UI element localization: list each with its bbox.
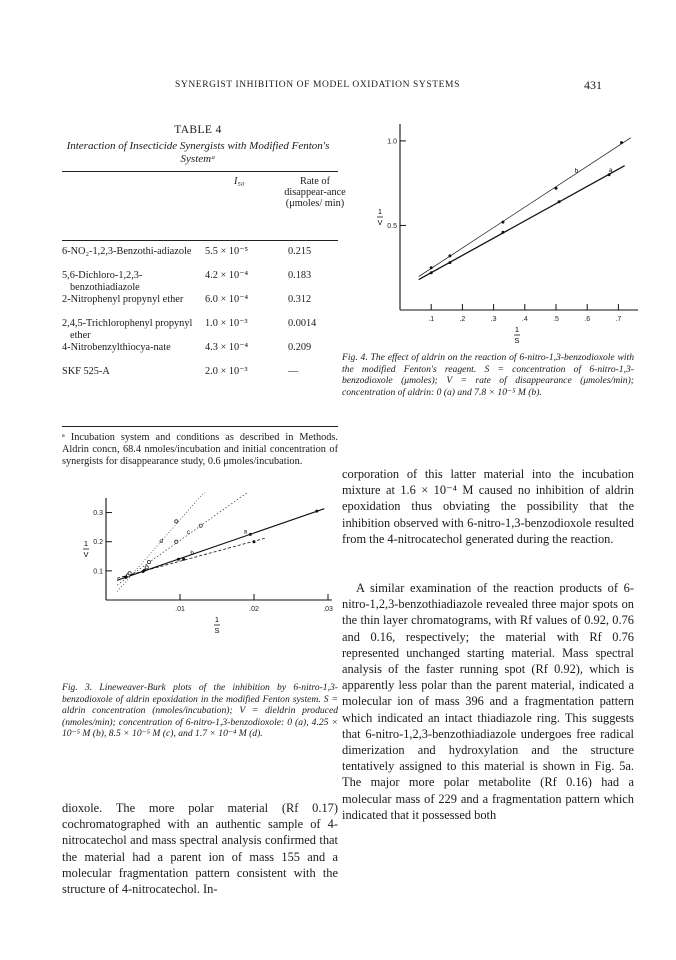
data-point-c bbox=[145, 566, 148, 569]
cell-i50: 2.0 × 10⁻³ bbox=[205, 366, 248, 377]
cell-i50: 4.3 × 10⁻⁴ bbox=[205, 342, 249, 353]
data-point-b bbox=[448, 254, 451, 257]
x-tick-label: .3 bbox=[490, 316, 497, 323]
cell-compound: 4-Nitrobenzylthiocya-nate bbox=[62, 342, 171, 353]
table-bottom-rule bbox=[62, 426, 338, 427]
data-point-a bbox=[448, 261, 451, 264]
data-point-b bbox=[143, 569, 146, 572]
header-rate: Rate of disappear-ance (μmoles/ min) bbox=[284, 176, 346, 209]
x-tick-label: .5 bbox=[553, 316, 559, 323]
data-point-c bbox=[199, 524, 202, 527]
data-point-c bbox=[175, 540, 178, 543]
fig4-plot bbox=[340, 110, 640, 348]
data-point-b bbox=[501, 221, 504, 224]
cell-rate: 0.215 bbox=[288, 246, 312, 257]
data-point-b bbox=[620, 141, 623, 144]
data-point-b bbox=[430, 266, 433, 269]
x-axis-label-den: S bbox=[214, 626, 220, 635]
data-point-b bbox=[555, 187, 558, 190]
series-label-c: c bbox=[186, 528, 190, 536]
table-header-rule bbox=[62, 240, 338, 241]
y-axis-label-den: V bbox=[83, 550, 89, 559]
y-axis-label-num: 1 bbox=[377, 207, 383, 216]
cell-i50: 4.2 × 10⁻⁴ bbox=[205, 270, 249, 281]
running-title: SYNERGIST INHIBITION OF MODEL OXIDATION SYSTEMS bbox=[175, 80, 460, 90]
cell-i50: 5.5 × 10⁻⁵ bbox=[205, 246, 249, 257]
data-point-d bbox=[175, 520, 178, 523]
cell-compound: 2-Nitrophenyl propynyl ether bbox=[62, 294, 184, 305]
data-point-a bbox=[430, 271, 433, 274]
y-tick-label: 0.1 bbox=[93, 568, 103, 576]
data-point-a bbox=[501, 231, 504, 234]
data-point-b bbox=[253, 540, 256, 543]
body-left-para: dioxole. The more polar material (Rf 0.17) cochromatographed with an authentic sample of 4-nitrocatechol and mass spectral analysis confirmed that the material had a parent ion of mass 155 and a molecular fragmentation pattern consistent with the structure of 4-nitrocatechol. In- bbox=[62, 801, 338, 897]
fig4-caption: Fig. 4. The effect of aldrin on the reaction of 6-nitro-1,3-benzodioxole with the modified Fenton's reagent. S = concentration of 6-nitro-1,3-benzodioxole (μmoles); V = rate of disappearance (μmoles/min); concentration of aldrin: 0 (a) and 7.8 × 10⁻⁵ M (b). bbox=[342, 352, 634, 398]
y-axis-label-den: V bbox=[377, 218, 383, 227]
cell-rate: 0.0014 bbox=[288, 318, 317, 329]
data-point-a bbox=[177, 558, 180, 561]
x-axis-label-num: 1 bbox=[214, 615, 220, 624]
table-caption: Interaction of Insecticide Synergists with Modified Fenton's Systemᵃ bbox=[66, 140, 330, 165]
fig3-caption: Fig. 3. Lineweaver-Burk plots of the inhibition by 6-nitro-1,3-benzodioxole of aldrin epoxidation in the modified Fenton system. S = aldrin concentration (nmoles/incubation); V = dieldrin produced (nmoles/min); concentration of 6-nitro-1,3-benzodioxole: 0 (a), 4.25 × 10⁻⁵ M (b), 8.5 × 10⁻⁵ M (c), and 1.7 × 10⁻⁴ M (d). bbox=[62, 682, 338, 740]
cell-i50: 1.0 × 10⁻³ bbox=[205, 318, 248, 329]
header-i50: I₅₀ bbox=[234, 176, 245, 187]
data-point-d bbox=[128, 572, 131, 575]
cell-compound: 6-NO₂-1,2,3-Benzothi-adiazole bbox=[62, 246, 192, 257]
table-header bbox=[62, 176, 346, 238]
y-tick-label: 0.3 bbox=[93, 510, 103, 518]
cell-rate: — bbox=[288, 366, 299, 377]
y-tick-label: 0.2 bbox=[93, 539, 103, 547]
x-tick-label: .7 bbox=[615, 316, 622, 323]
table-footnote: ᵃ Incubation system and conditions as described in Methods. Aldrin concn, 68.4 nmoles/incubation and initial concentration of synergists for disappearance study, 0.6 μmoles/incubation. bbox=[62, 432, 338, 467]
data-point-a bbox=[558, 200, 561, 203]
table-body bbox=[62, 246, 338, 414]
x-tick-label: .4 bbox=[521, 316, 528, 323]
cell-compound: 2,4,5-Trichlorophenyl propynyl ether bbox=[62, 318, 193, 341]
fig3-plot bbox=[58, 492, 340, 670]
series-label-b: b bbox=[574, 167, 579, 175]
series-label-a: a bbox=[243, 528, 248, 536]
series-label-a: a bbox=[608, 167, 613, 175]
body-right-para-2: A similar examination of the reaction products of 6-nitro-1,2,3-benzothiadiazole revealed three major spots on the thin layer chromatograms, with Rf values of 0.92, 0.76 and 0.16, respectively; the material with Rf 0.76 represented unchanged starting material. Mass spectral analysis of the faster running spot (Rf 0.92), which is apparently less polar than the parent material, indicated a molecular ion of mass 396 and a fragmentation pattern which indicated an intact thiadiazole ring. This suggests that 6-nitro-1,2,3-benzothiadiazole undergoes free radical dimerization and hydroxylation and the structure tentatively assigned to this material is shown in Fig. 5a. The major more polar metabolite (Rf 0.16) had a molecular mass of 229 and a fragmentation pattern which indicated that it possessed both bbox=[342, 581, 634, 822]
y-tick-label: 1.0 bbox=[387, 138, 397, 146]
x-tick-label: .03 bbox=[323, 606, 333, 613]
data-point-d bbox=[147, 561, 150, 564]
table-top-rule bbox=[62, 171, 338, 172]
table-title: TABLE 4 bbox=[174, 124, 222, 136]
cell-compound: 5,6-Dichloro-1,2,3-benzothiadiazole bbox=[62, 270, 143, 293]
cell-i50: 6.0 × 10⁻⁴ bbox=[205, 294, 249, 305]
x-tick-label: .02 bbox=[249, 606, 259, 613]
cell-rate: 0.312 bbox=[288, 294, 312, 305]
series-label-d: d bbox=[159, 537, 163, 545]
data-point-a bbox=[315, 510, 318, 513]
x-tick-label: .2 bbox=[459, 316, 466, 323]
body-right-para-1: corporation of this latter material into the incubation mixture at 1.6 × 10⁻⁴ M caused no inhibition of aldrin epoxidation thus obviating the possibility that the inhibition observed with 6-nitro-1,3-benzodioxole resulted from the 4-nitrocatechol generated during the reaction. bbox=[342, 467, 634, 546]
x-tick-label: .01 bbox=[175, 606, 185, 613]
x-tick-label: .6 bbox=[584, 316, 591, 323]
data-point-b bbox=[182, 558, 185, 561]
y-tick-label: 0.5 bbox=[387, 222, 397, 230]
series-label-b: b bbox=[190, 550, 195, 558]
series-line-b bbox=[117, 538, 265, 578]
page-number: 431 bbox=[584, 78, 602, 92]
cell-compound: SKF 525-A bbox=[62, 366, 110, 377]
x-axis-label-den: S bbox=[514, 336, 520, 345]
data-point-a bbox=[249, 533, 252, 536]
cell-rate: 0.209 bbox=[288, 342, 312, 353]
cell-rate: 0.183 bbox=[288, 270, 312, 281]
y-axis-label-num: 1 bbox=[83, 539, 89, 548]
x-tick-label: .1 bbox=[428, 316, 435, 323]
x-axis-label-num: 1 bbox=[514, 325, 520, 334]
